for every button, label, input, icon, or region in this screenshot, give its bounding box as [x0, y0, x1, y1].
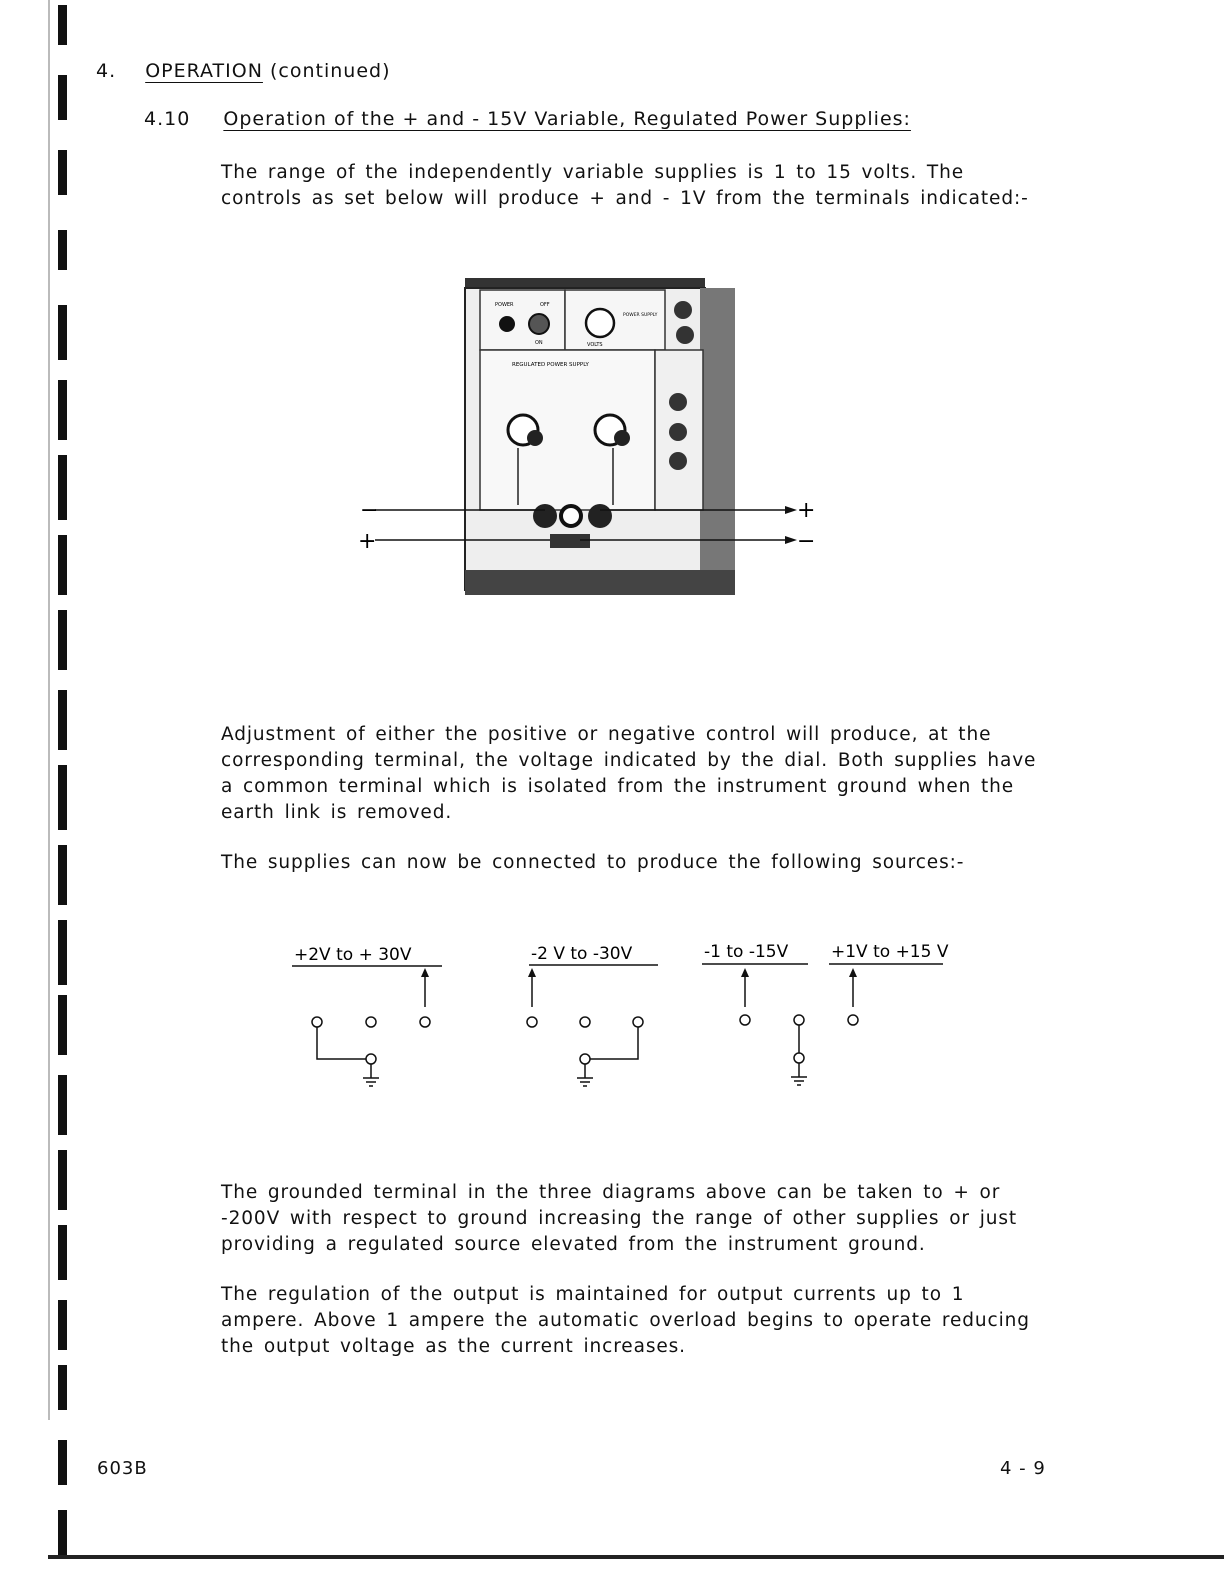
power-panel: [480, 290, 565, 350]
power-label: POWER: [495, 302, 514, 308]
binder-mark: [58, 920, 67, 985]
diagram-label: +1V to +15 V: [831, 942, 949, 962]
terminal-common: [366, 1017, 376, 1027]
earth-link: [550, 534, 590, 548]
side-terminal: [669, 452, 687, 470]
terminal-positive: [633, 1017, 643, 1027]
terminal-common: [794, 1015, 804, 1025]
link-wire: [317, 1027, 371, 1059]
diagram-label: -2 V to -30V: [531, 944, 633, 964]
binder-mark: [58, 1440, 67, 1485]
binder-mark: [58, 75, 67, 120]
on-label: ON: [535, 340, 543, 346]
diagram-minus-2-to-30: [527, 944, 658, 1086]
subsection-heading: [144, 108, 911, 130]
section-heading: [96, 60, 391, 82]
right-plus-label: +: [797, 498, 816, 523]
left-margin-line: [48, 0, 50, 1420]
binder-mark: [58, 845, 67, 905]
arrow-head: [741, 968, 749, 977]
binder-mark: [58, 455, 67, 520]
left-minus-label: −: [360, 498, 379, 523]
binder-mark: [58, 305, 67, 360]
section-suffix: (continued): [269, 60, 391, 82]
paragraph-sources: The supplies can now be connected to produce the following sources:-: [221, 852, 965, 873]
binder-mark: [58, 610, 67, 670]
off-label: OFF: [540, 302, 550, 308]
section-number: 4.: [96, 60, 117, 82]
binder-mark: [58, 1150, 67, 1210]
paragraph-range: The range of the independently variable supplies is 1 to 15 volts. The controls as set below will produce + and - 1V from the terminals indicated:-: [221, 162, 1029, 209]
knob-cap: [614, 430, 630, 446]
terminal-positive: [848, 1015, 858, 1025]
arrow-head: [849, 968, 857, 977]
knob-cap: [527, 430, 543, 446]
section-title: OPERATION: [145, 60, 263, 82]
arrow-head: [785, 506, 797, 514]
binder-mark: [58, 765, 67, 830]
binder-mark: [58, 5, 67, 45]
subsection-title: Operation of the + and - 15V Variable, Regulated Power Supplies:: [223, 108, 911, 130]
connection-diagrams: [280, 935, 960, 1105]
power-lamp: [499, 316, 515, 332]
paragraph-grounded-terminal: The grounded terminal in the three diagrams above can be taken to + or -200V with respect to ground increasing the range of other supplies or just providing a regulated source elevated from the instrument ground.: [221, 1182, 1018, 1255]
diagram-pair-1-to-15: [702, 942, 949, 1085]
power-supply-label: POWER SUPPLY: [623, 313, 658, 318]
panel-title: REGULATED POWER SUPPLY: [512, 362, 589, 368]
ground-node: [366, 1054, 376, 1064]
arrow-head: [421, 968, 429, 977]
footer-page-number: 4 - 9: [1000, 1458, 1046, 1479]
right-minus-label: −: [797, 529, 816, 554]
terminal-negative: [740, 1015, 750, 1025]
photo-base: [465, 570, 735, 595]
volts-panel: [565, 290, 665, 350]
binder-mark: [58, 1075, 67, 1135]
footer-model: 603B: [97, 1458, 148, 1479]
subsection-number: 4.10: [144, 108, 191, 130]
paragraph-adjustment: Adjustment of either the positive or negative control will produce, at the corresponding terminal, the voltage indicated by the dial. Both supplies have a common terminal which is isolated from the instrument ground when the earth link is removed.: [221, 724, 1037, 823]
power-switch: [529, 314, 549, 334]
photo-side: [700, 288, 735, 593]
binder-mark: [58, 230, 67, 270]
arrow-head: [528, 968, 536, 977]
binder-mark: [58, 690, 67, 750]
binder-mark: [58, 1300, 67, 1350]
volts-meter: [586, 309, 614, 337]
diagram-label: -1 to -15V: [704, 942, 789, 962]
terminal-negative: [527, 1017, 537, 1027]
terminal-negative: [312, 1017, 322, 1027]
link-wire: [585, 1027, 638, 1059]
binder-mark: [58, 1510, 67, 1555]
arrow-head: [785, 536, 797, 544]
top-terminal: [676, 326, 694, 344]
positive-terminal: [588, 504, 612, 528]
bottom-rule: [48, 1555, 1224, 1559]
binder-mark: [58, 380, 67, 440]
diagram-plus-2-to-30: [292, 945, 442, 1086]
binder-mark: [58, 1365, 67, 1410]
left-plus-label: +: [358, 529, 377, 554]
power-supply-photo: [355, 270, 825, 600]
binder-mark: [58, 535, 67, 595]
regulated-panel: [480, 350, 655, 510]
binder-mark: [58, 995, 67, 1055]
paragraph-regulation: The regulation of the output is maintained for output currents up to 1 ampere. Above 1 ampere the automatic overload begins to operate reducing the output voltage as the current increases.: [221, 1284, 1030, 1357]
terminal-common: [580, 1017, 590, 1027]
diagram-label: +2V to + 30V: [294, 945, 412, 965]
common-terminal: [561, 506, 581, 526]
side-terminal: [669, 393, 687, 411]
ground-node: [794, 1053, 804, 1063]
ground-node: [580, 1054, 590, 1064]
top-terminal: [674, 301, 692, 319]
volts-label: VOLTS: [587, 342, 603, 348]
binder-mark: [58, 150, 67, 195]
negative-terminal: [533, 504, 557, 528]
terminal-positive: [420, 1017, 430, 1027]
binder-mark: [58, 1225, 67, 1280]
side-terminal: [669, 423, 687, 441]
